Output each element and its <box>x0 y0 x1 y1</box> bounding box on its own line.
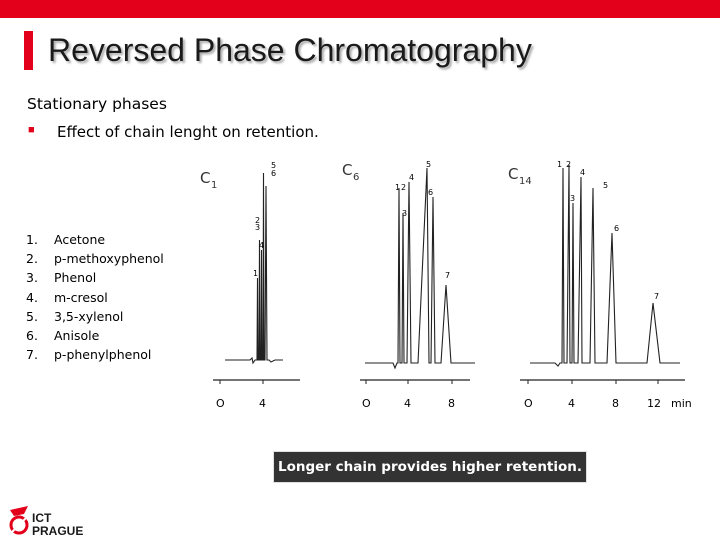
legend-item <box>26 345 164 364</box>
peak-label: 7 <box>654 292 660 301</box>
legend-item <box>26 288 164 307</box>
legend-item <box>26 230 164 249</box>
axis-tick-label: O <box>524 397 533 410</box>
legend-item <box>26 249 164 268</box>
peak-label: 1 <box>395 183 401 192</box>
logo-text <box>32 512 83 538</box>
square-bullet-icon: ■ <box>28 124 35 136</box>
panel-label: C <box>508 165 519 183</box>
logo-line1: ICT <box>32 511 52 525</box>
legend-number: 5. <box>26 308 38 324</box>
panel-label: C <box>342 161 353 179</box>
legend-label: Acetone <box>54 232 106 247</box>
bullet-text: Effect of chain lenght on retention. <box>57 123 319 141</box>
legend-item <box>26 307 164 326</box>
peak-label: 2 <box>401 183 407 192</box>
peak-label: 6 <box>428 188 434 197</box>
logo-mark-icon <box>6 498 34 538</box>
legend-label: Phenol <box>54 270 97 286</box>
legend-label: m-cresol <box>54 289 108 305</box>
legend-label: p-methoxyphenol <box>54 251 164 267</box>
peak-label: 4 <box>409 173 415 182</box>
axis-tick-label: 8 <box>612 397 619 410</box>
axis-tick-label: 4 <box>404 397 411 410</box>
peak-label: 7 <box>445 271 451 280</box>
peak-label: 5 <box>603 181 609 190</box>
axis-tick-label: 4 <box>259 397 266 410</box>
legend-number: 4. <box>26 289 38 305</box>
axis-tick-label: O <box>362 397 371 410</box>
legend-number: 7. <box>26 347 38 363</box>
legend-number: 1. <box>26 232 38 247</box>
legend-number: 2. <box>26 251 38 267</box>
panel-label: C <box>200 169 211 187</box>
peak-label: 3 <box>402 209 408 218</box>
panel-subscript: 1 <box>211 180 218 191</box>
legend-label: Anisole <box>54 327 100 343</box>
peak-label: 1 <box>253 269 259 278</box>
chromatogram-figure <box>195 148 710 418</box>
peak-label: 1 <box>557 160 563 169</box>
chromatogram-c6 <box>342 160 475 410</box>
slide-title: Reversed Phase Chromatography <box>48 32 532 68</box>
peak-label: 6 <box>271 169 277 178</box>
legend-label: 3,5-xylenol <box>54 308 124 324</box>
panel-subscript: 6 <box>353 172 360 183</box>
legend-label: p-phenylphenol <box>54 347 152 363</box>
legend-number: 6. <box>26 327 38 343</box>
peak-label: 2 <box>566 160 572 169</box>
axis-unit-label: min <box>671 397 692 410</box>
legend-item <box>26 326 164 345</box>
peak-label: 4 <box>259 241 265 250</box>
chromatogram-image <box>195 148 710 418</box>
axis-tick-label: 4 <box>568 397 575 410</box>
peak-label: 3 <box>570 194 576 203</box>
chromatogram-c14 <box>508 160 692 410</box>
peak-label: 3 <box>255 223 261 232</box>
top-accent-bar <box>0 0 720 18</box>
axis-tick-label: 12 <box>647 397 661 410</box>
chromatogram-c1 <box>200 161 300 410</box>
peak-label: 5 <box>426 160 432 169</box>
legend-item <box>26 268 164 287</box>
conclusion-callout: Longer chain provides higher retention. <box>273 451 587 483</box>
title-accent-mark <box>24 31 33 70</box>
peak-label: 2 <box>255 216 261 225</box>
axis-tick-label: 8 <box>448 397 455 410</box>
peak-label: 6 <box>614 224 620 233</box>
peak-label: 4 <box>580 168 586 177</box>
peak-label: 5 <box>271 161 277 170</box>
logo-line2: PRAGUE <box>32 524 84 538</box>
section-heading: Stationary phases <box>27 95 167 113</box>
legend-number: 3. <box>26 270 38 286</box>
panel-subscript: 14 <box>519 176 532 187</box>
compound-legend <box>26 230 164 364</box>
axis-tick-label: O <box>216 397 225 410</box>
